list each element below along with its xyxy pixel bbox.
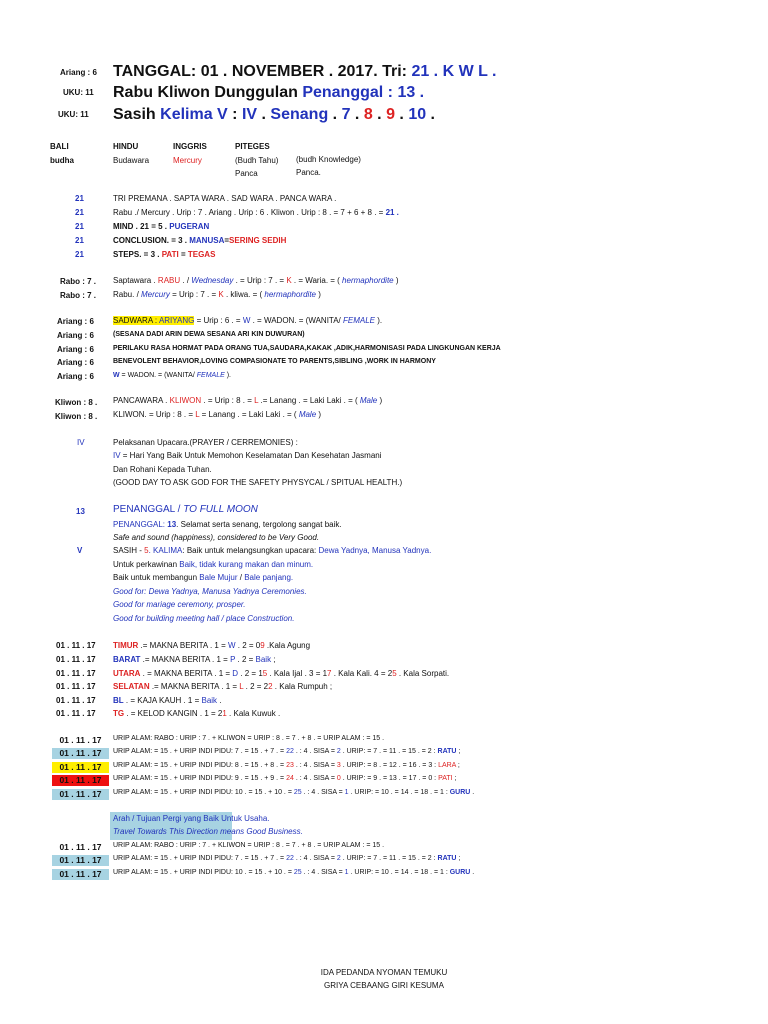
- header-day-line: [113, 84, 424, 102]
- tri-row-2: [113, 208, 399, 217]
- upacara-row-3: Dan Rohani Kepada Tuhan.: [113, 465, 212, 474]
- t: = Urip : 6 . =: [194, 316, 243, 325]
- t: . : 4 . SISA =: [293, 855, 337, 862]
- urip2-date: 01 . 11 . 17: [59, 842, 102, 852]
- t: . = Urip : 8 . =: [201, 396, 255, 405]
- header-date-line: [113, 63, 497, 81]
- direction-row-tg: [113, 709, 280, 718]
- num-8: 8: [363, 106, 373, 123]
- direction-row-selatan: [113, 682, 332, 691]
- t: . 2 = 2: [243, 682, 269, 691]
- t: Wednesday: [191, 276, 234, 285]
- t: .= MAKNA BERITA . 1 =: [138, 641, 228, 650]
- t: 1: [222, 709, 227, 718]
- t: PENANGGAL /: [113, 504, 184, 515]
- num-10: 10: [408, 106, 427, 123]
- direction-date: 01 . 11 . 17: [56, 682, 96, 691]
- t: Bale panjang.: [244, 573, 294, 582]
- t: =: [178, 250, 188, 259]
- t: .: [470, 789, 475, 796]
- urip2-row-ratu: [113, 855, 460, 862]
- t: : Baik untuk melangsungkan upacara:: [182, 546, 319, 555]
- t: RATU: [437, 748, 457, 755]
- header-uku-2: UKU: 11: [58, 110, 89, 119]
- t: Baik untuk membangun: [113, 573, 200, 582]
- t: . URIP: = 8 . = 12 . = 16 . = 3 :: [340, 762, 439, 769]
- direction-date: 01 . 11 . 17: [56, 696, 96, 705]
- t: 25: [293, 869, 302, 876]
- t: Rabu ./ Mercury . Urip : 7 . Ariang . Urip : 6 . Kliwon . Urip : 8 . = 7 + 6 + 8 . =: [113, 208, 386, 217]
- ariang-row-2: (SESANA DADI ARIN DEWA SESANA ARI KIN DUWURAN): [113, 331, 305, 338]
- t: 1: [344, 869, 349, 876]
- t: K: [218, 290, 224, 299]
- t: 22: [286, 855, 294, 862]
- footer-line-1: IDA PEDANDA NYOMAN TEMUKU: [320, 968, 448, 977]
- direction-date: 01 . 11 . 17: [56, 655, 96, 664]
- urip1-row-pati: [113, 775, 456, 782]
- t: STEPS. = 3 .: [113, 250, 162, 259]
- sep: .: [328, 106, 342, 123]
- sep: :: [227, 106, 242, 123]
- col-budh-tahu: (Budh Tahu): [235, 156, 279, 165]
- header-sasih-line: [113, 106, 435, 124]
- t: ).: [375, 316, 383, 325]
- upacara-row-2: [113, 451, 382, 460]
- t: CONCLUSION. = 3 .: [113, 236, 190, 245]
- sep: .: [394, 106, 409, 123]
- t: .: [217, 696, 222, 705]
- tri-row-5: [113, 250, 215, 259]
- t: hermaphordite: [342, 276, 394, 285]
- t: . URIP: = 7 . = 11 . = 15 . = 2 :: [340, 855, 438, 862]
- kliwon-label: Kliwon : 8 .: [55, 398, 98, 407]
- t: W: [228, 641, 236, 650]
- t: TO FULL MOON: [183, 504, 258, 515]
- t: . kliwa. = (: [223, 290, 265, 299]
- num-7: 7: [341, 106, 351, 123]
- t: . Kala Ijal . 3 = 1: [267, 669, 328, 678]
- t: .: [470, 869, 475, 876]
- rabo-label: Rabo : 7 .: [60, 291, 97, 300]
- t: RABU: [157, 276, 181, 285]
- kliwon-label: Kliwon : 8 .: [55, 412, 98, 421]
- t: Male: [298, 410, 317, 419]
- t: MIND . 21 = 5 .: [113, 222, 170, 231]
- penanggal-label-v: V: [77, 546, 83, 555]
- t: L: [239, 682, 244, 691]
- t: . /: [180, 276, 192, 285]
- urip-date-ratu: 01 . 11 . 17: [52, 748, 109, 759]
- tri-num: 21: [75, 250, 84, 259]
- t: . = MAKNA BERITA . 1 =: [140, 669, 233, 678]
- t: 24: [286, 775, 294, 782]
- t: ).: [224, 372, 231, 379]
- col-mercury: Mercury: [173, 156, 202, 165]
- t: 2: [336, 748, 341, 755]
- upacara-row-4: (GOOD DAY TO ASK GOD FOR THE SAFETY PHYSYCAL / SPITUAL HEALTH.): [113, 478, 403, 487]
- t: 22: [286, 748, 294, 755]
- t: 1: [344, 789, 349, 796]
- t: Untuk Usaha.: [221, 814, 270, 823]
- penanggal-row-4: [113, 560, 313, 569]
- urip1-row-lara: [113, 762, 460, 769]
- t: BARAT: [113, 655, 141, 664]
- t: .= MAKNA BERITA . 1 =: [149, 682, 240, 691]
- t: L: [195, 410, 200, 419]
- sasih-senang: Senang: [270, 106, 329, 123]
- t: 0: [336, 775, 341, 782]
- tri-num: 21: [75, 194, 84, 203]
- t: . : 4 . SISA =: [293, 748, 337, 755]
- sep: .: [350, 106, 364, 123]
- t: GURU: [449, 789, 471, 796]
- t: ): [316, 410, 322, 419]
- t: Dewa Yadnya, Manusa Yadnya.: [318, 546, 432, 555]
- t: KLIWON: [169, 396, 202, 405]
- sasih-iv: IV: [241, 106, 258, 123]
- sasih-kelima: Kelima V: [160, 106, 228, 123]
- direction-row-bl: [113, 696, 222, 705]
- travel-row-2: [113, 827, 303, 836]
- t: . Kala Kali. 4 = 2: [331, 669, 393, 678]
- t: PANCAWARA .: [113, 396, 170, 405]
- t: . 2 = 1: [238, 669, 263, 678]
- t: ): [316, 290, 321, 299]
- t: Travel Towards This Direction: [113, 827, 218, 836]
- upacara-row-1: Pelaksanan Upacara.(PRAYER / CERREMONIES) :: [113, 438, 298, 447]
- penanggal-row-7: Good for mariage ceremony, prosper.: [113, 600, 246, 609]
- col-inggris: INGGRIS: [173, 142, 207, 151]
- t: 2: [336, 855, 341, 862]
- tri-value: 21 . K W L .: [411, 63, 497, 80]
- t: Untuk perkawinan: [113, 560, 180, 569]
- tri-row-1: TRI PREMANA . SAPTA WARA . SAD WARA . PANCA WARA .: [113, 194, 337, 203]
- day-text: Rabu Kliwon Dunggulan: [113, 84, 303, 101]
- t: . KALIMA: [148, 546, 183, 555]
- urip-date-guru: 01 . 11 . 17: [52, 789, 109, 800]
- t: ;: [271, 655, 276, 664]
- direction-row-utara: [113, 669, 449, 678]
- t: .= Lanang . = Laki Laki . = (: [258, 396, 360, 405]
- t: = WADON. = (WANITA/: [119, 372, 197, 379]
- t: . Selamat serta senang, tergolong sangat baik.: [176, 520, 342, 529]
- t: PUGERAN: [169, 222, 210, 231]
- urip-date: 01 . 11 . 17: [59, 735, 102, 745]
- t: URIP ALAM: = 15 . + URIP INDI PIDU: 7 . = 15 . + 7 . =: [113, 748, 287, 755]
- tri-row-3: [113, 222, 209, 231]
- urip2-date-guru: 01 . 11 . 17: [52, 869, 109, 880]
- t: Rabu. /: [113, 290, 142, 299]
- t: . URIP: = 10 . = 14 . = 18 . = 1 :: [348, 789, 450, 796]
- t: . Kala Kuwuk .: [226, 709, 281, 718]
- urip-date-pati: 01 . 11 . 17: [52, 775, 109, 786]
- urip1-row-1: URIP ALAM: RABO : URIP : 7 . + KLIWON = URIP : 8 . = 7 . + 8 . = URIP ALAM : = 15 .: [113, 735, 385, 742]
- t: ;: [456, 748, 461, 755]
- urip1-row-ratu: [113, 748, 460, 755]
- t: 5: [262, 669, 268, 678]
- upacara-label: IV: [77, 438, 85, 447]
- travel-row-1: [113, 814, 270, 823]
- t: Baik, tidak kurang makan dan minum.: [179, 560, 314, 569]
- date-text: TANGGAL: 01 . NOVEMBER . 2017. Tri:: [113, 63, 412, 80]
- t: L: [254, 396, 259, 405]
- t: Saptawara .: [113, 276, 158, 285]
- t: LARA: [438, 762, 456, 769]
- col-budha: budha: [50, 156, 74, 165]
- t: . URIP: = 9 . = 13 . = 17 . = 0 :: [340, 775, 439, 782]
- t: TIMUR: [113, 641, 139, 650]
- num-9: 9: [386, 106, 395, 123]
- t: . URIP: = 10 . = 14 . = 18 . = 1 :: [348, 869, 450, 876]
- t: SERING SEDIH: [229, 236, 287, 245]
- col-bali: BALI: [50, 142, 69, 151]
- t: 5: [392, 669, 397, 678]
- penanggal-row-8: Good for building meeting hall / place Construction.: [113, 614, 295, 623]
- t: Mercury: [141, 290, 170, 299]
- col-budh-knowledge: (budh Knowledge): [296, 155, 361, 164]
- sasih-label: Sasih: [113, 106, 161, 123]
- t: ;: [455, 762, 460, 769]
- t: URIP ALAM: = 15 . + URIP INDI PIDU: 7 . = 15 . + 7 . =: [113, 855, 287, 862]
- t: Arah / Tujuan Pergi yang Baik: [113, 814, 222, 823]
- t: UTARA: [113, 669, 141, 678]
- t: 21 .: [385, 208, 399, 217]
- urip-date-lara: 01 . 11 . 17: [52, 762, 109, 773]
- t: GURU: [449, 869, 471, 876]
- t: TEGAS: [187, 250, 216, 259]
- t: 23: [286, 762, 294, 769]
- t: K: [286, 276, 292, 285]
- t: . = Urip : 7 . =: [233, 276, 287, 285]
- ariang-label: Ariang : 6: [57, 331, 94, 340]
- urip2-date-ratu: 01 . 11 . 17: [52, 855, 109, 866]
- tri-num: 21: [75, 222, 84, 231]
- direction-row-timur: [113, 641, 310, 650]
- t: URIP ALAM: = 15 . + URIP INDI PIDU: 8 . = 15 . + 8 . =: [113, 762, 287, 769]
- t: 9: [260, 641, 265, 650]
- t: FEMALE: [196, 372, 225, 379]
- t: URIP ALAM: = 15 . + URIP INDI PIDU: 9 . = 15 . + 9 . =: [113, 775, 287, 782]
- t: ;: [452, 775, 457, 782]
- t: SADWARA :: [113, 316, 159, 325]
- direction-date: 01 . 11 . 17: [56, 709, 96, 718]
- t: BL: [113, 696, 124, 705]
- t: TG: [113, 709, 125, 718]
- col-hindu: HINDU: [113, 142, 139, 151]
- ariang-row-1: [113, 316, 382, 325]
- penanggal-row-1: [113, 520, 342, 529]
- t: . URIP: = 7 . = 11 . = 15 . = 2 :: [340, 748, 438, 755]
- tri-num: 21: [75, 208, 84, 217]
- t: . Kala Rumpuh ;: [272, 682, 333, 691]
- ariang-label: Ariang : 6: [57, 358, 94, 367]
- urip1-row-guru: [113, 789, 474, 796]
- t: . = Waria. = (: [291, 276, 343, 285]
- ariang-row-3: PERILAKU RASA HORMAT PADA ORANG TUA,SAUDARA,KAKAK ,ADIK,HARMONISASI PADA LINGKUNGAN KERJA: [113, 345, 501, 352]
- t: 25: [293, 789, 302, 796]
- t: Bale Mujur: [199, 573, 238, 582]
- rabo-row-2: [113, 290, 321, 299]
- rabo-row-1: [113, 276, 399, 285]
- t: =: [224, 236, 230, 245]
- t: P: [230, 655, 236, 664]
- t: .Kala Agung: [264, 641, 311, 650]
- col-panca-1: Panca: [235, 169, 258, 178]
- t: D: [232, 669, 239, 678]
- ariang-label: Ariang : 6: [57, 317, 94, 326]
- penanggal-value: Penanggal : 13 .: [302, 84, 425, 101]
- ariang-row-4: BENEVOLENT BEHAVIOR,LOVING COMPASIONATE TO PARENTS,SIBLING ,WORK IN HARMONY: [113, 358, 436, 365]
- tri-row-4: [113, 236, 286, 245]
- rabo-label: Rabo : 7 .: [60, 277, 97, 286]
- t: MANUSA: [189, 236, 225, 245]
- t: Baik: [255, 655, 272, 664]
- t: Male: [359, 396, 378, 405]
- t: ;: [456, 855, 461, 862]
- penanggal-row-6: Good for: Dewa Yadnya, Manusa Yadnya Ceremonies.: [113, 587, 307, 596]
- t: PATI: [161, 250, 179, 259]
- tri-num: 21: [75, 236, 84, 245]
- sep: .: [426, 106, 435, 123]
- t: /: [237, 573, 245, 582]
- t: . = KAJA KAUH . 1 =: [123, 696, 202, 705]
- t: = Hari Yang Baik Untuk Memohon Keselamatan Dan Kesehatan Jasmani: [120, 451, 382, 460]
- t: ): [377, 396, 383, 405]
- sadwara-highlight: [113, 316, 194, 325]
- col-panca-2: Panca.: [296, 168, 321, 177]
- t: = Urip : 7 . =: [169, 290, 219, 299]
- penanggal-label-13: 13: [76, 507, 85, 516]
- t: URIP ALAM: = 15 . + URIP INDI PIDU: 10 . = 15 . + 10 . =: [113, 869, 294, 876]
- sep: .: [372, 106, 387, 123]
- urip2-row-guru: [113, 869, 474, 876]
- t: FEMALE: [343, 316, 376, 325]
- header-ariang: Ariang : 6: [60, 68, 97, 77]
- t: Baik: [201, 696, 218, 705]
- t: 13: [167, 520, 177, 529]
- t: . : 4 . SISA =: [293, 762, 337, 769]
- t: URIP ALAM: = 15 . + URIP INDI PIDU: 10 . = 15 . + 10 . =: [113, 789, 294, 796]
- t: 3: [336, 762, 341, 769]
- t: KLIWON. = Urip : 8 . =: [113, 410, 196, 419]
- ariang-row-5: [113, 372, 231, 379]
- t: . : 4 . SISA =: [293, 775, 337, 782]
- header-uku-1: UKU: 11: [63, 88, 94, 97]
- t: RATU: [437, 855, 457, 862]
- direction-date: 01 . 11 . 17: [56, 669, 96, 678]
- footer-line-2: GRIYA CEBAANG GIRI KESUMA: [324, 981, 444, 990]
- t: . 2 =: [235, 655, 256, 664]
- t: . 2 = 0: [235, 641, 261, 650]
- t: IV: [113, 451, 121, 460]
- ariang-label: Ariang : 6: [57, 372, 94, 381]
- t: 2: [268, 682, 273, 691]
- kliwon-row-2: [113, 410, 321, 419]
- t: 5: [144, 546, 149, 555]
- penanggal-title: [113, 504, 258, 515]
- col-budawara: Budawara: [113, 156, 150, 165]
- urip2-row-1: URIP ALAM: RABO : URIP : 7 . + KLIWON = URIP : 8 . = 7 . + 8 . = URIP ALAM : = 15 .: [113, 842, 385, 849]
- t: PATI: [438, 775, 453, 782]
- t: .= MAKNA BERITA . 1 =: [140, 655, 231, 664]
- t: . : 4 . SISA =: [301, 869, 345, 876]
- ariang-label: Ariang : 6: [57, 345, 94, 354]
- t: . = WADON. = (WANITA/: [250, 316, 343, 325]
- t: W: [113, 372, 120, 379]
- t: . = KELOD KANGIN . 1 = 2: [124, 709, 223, 718]
- t: means Good Business.: [217, 827, 303, 836]
- t: PENANGGAL:: [113, 520, 168, 529]
- sep: .: [257, 106, 271, 123]
- penanggal-row-3: [113, 546, 431, 555]
- t: SELATAN: [113, 682, 150, 691]
- t: hermaphordite: [264, 290, 316, 299]
- t: 7: [327, 669, 332, 678]
- col-piteges: PITEGES: [235, 142, 270, 151]
- kliwon-row-1: [113, 396, 382, 405]
- t: . Kala Sorpati.: [396, 669, 450, 678]
- t: . : 4 . SISA =: [301, 789, 345, 796]
- direction-row-barat: [113, 655, 276, 664]
- t: = Lanang . = Laki Laki . = (: [199, 410, 299, 419]
- t: ARIYANG: [158, 316, 195, 325]
- t: ): [393, 276, 399, 285]
- t: W: [242, 316, 251, 325]
- penanggal-row-5: [113, 573, 293, 582]
- penanggal-row-2: Safe and sound (happiness), considered to be Very Good.: [113, 533, 320, 542]
- t: SASIH -: [113, 546, 145, 555]
- direction-date: 01 . 11 . 17: [56, 641, 96, 650]
